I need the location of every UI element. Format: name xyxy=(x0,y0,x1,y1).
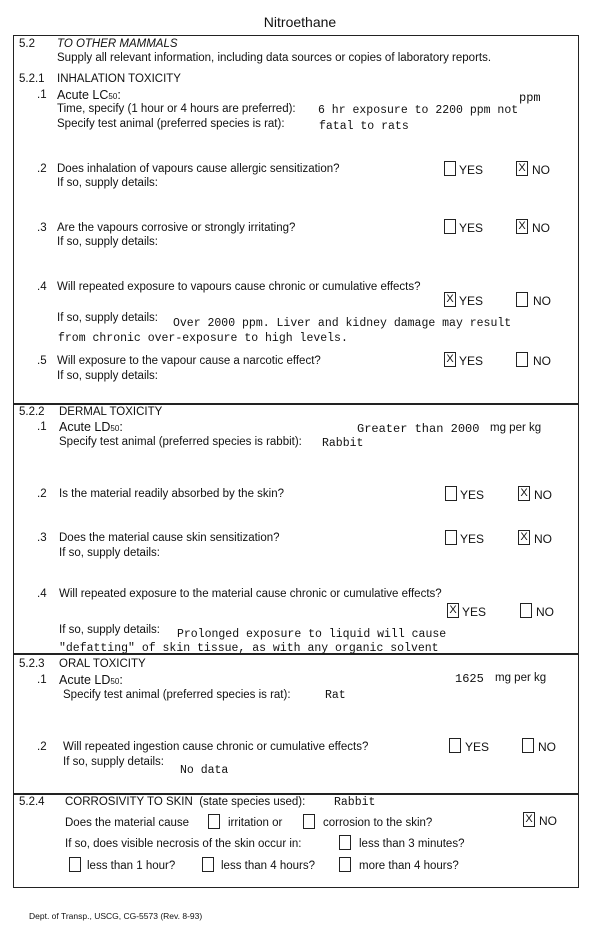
no-checkbox[interactable] xyxy=(516,292,528,307)
question-number: .2 xyxy=(37,163,47,175)
details-answer-line-2: "defatting" of skin tissue, as with any organic solvent xyxy=(59,642,439,655)
yes-label: YES xyxy=(459,221,484,235)
details-answer-line-1: Prolonged exposure to liquid will cause xyxy=(177,628,447,641)
yes-checkbox[interactable]: X xyxy=(447,603,459,618)
form-footer: Dept. of Transp., USCG, CG-5573 (Rev. 8-93) xyxy=(29,911,203,921)
acute-ld-label: Acute LD50: xyxy=(59,420,123,434)
necrosis-question: If so, does visible necrosis of the skin occur in: xyxy=(65,838,302,850)
no-label: NO xyxy=(532,221,550,235)
no-label: NO xyxy=(536,605,554,619)
yes-label: YES xyxy=(460,488,485,502)
lc-unit: ppm xyxy=(519,91,541,105)
no-label: NO xyxy=(534,488,552,502)
no-checkbox[interactable] xyxy=(516,352,528,367)
yes-label: YES xyxy=(459,163,484,177)
no-checkbox[interactable]: X xyxy=(516,219,528,234)
no-checkbox[interactable] xyxy=(520,603,532,618)
section-heading: INHALATION TOXICITY xyxy=(57,73,181,85)
no-label: NO xyxy=(533,294,551,308)
less-than-4-hours-label: less than 4 hours? xyxy=(221,860,315,872)
less-than-1-hour-label: less than 1 hour? xyxy=(87,860,176,872)
time-value: 6 hr exposure to 2200 ppm not xyxy=(318,104,519,117)
acute-ld-label: Acute LD50: xyxy=(59,673,123,687)
section-heading: TO OTHER MAMMALS xyxy=(57,38,178,50)
question-number: .1 xyxy=(37,89,47,101)
question-number: .5 xyxy=(37,355,47,367)
corrosion-label: corrosion to the skin? xyxy=(323,817,433,829)
no-label: NO xyxy=(538,740,556,754)
no-label: NO xyxy=(533,354,551,368)
section-number: 5.2.3 xyxy=(19,658,45,670)
test-animal-label: Specify test animal (preferred species is rat): xyxy=(57,118,285,130)
no-checkbox[interactable]: X xyxy=(516,161,528,176)
more-than-4-hours-label: more than 4 hours? xyxy=(359,860,459,872)
ld-unit: mg per kg xyxy=(490,422,542,434)
yes-label: YES xyxy=(462,605,487,619)
details-answer-line-1: Over 2000 ppm. Liver and kidney damage may result xyxy=(173,317,512,330)
details-answer-line-2: from chronic over-exposure to high levels. xyxy=(58,332,348,345)
no-label: NO xyxy=(539,814,557,828)
details-answer: No data xyxy=(180,764,229,777)
less-than-3-minutes-checkbox[interactable] xyxy=(339,835,351,850)
document-title: Nitroethane xyxy=(263,14,337,30)
test-animal-value: Rat xyxy=(325,689,346,702)
question-text: Will repeated ingestion cause chronic or cumulative effects? xyxy=(63,741,369,753)
details-label: If so, supply details: xyxy=(57,177,158,189)
yes-label: YES xyxy=(459,294,484,308)
acute-lc-label: Acute LC50: xyxy=(57,88,121,102)
less-than-4-hours-checkbox[interactable] xyxy=(202,857,214,872)
ld-value: Greater than 2000 xyxy=(357,422,480,436)
test-animal-label: Specify test animal (preferred species is rabbit): xyxy=(59,436,302,448)
no-checkbox[interactable]: X xyxy=(518,486,530,501)
yes-checkbox[interactable] xyxy=(445,486,457,501)
details-label: If so, supply details: xyxy=(57,236,158,248)
time-label: Time, specify (1 hour or 4 hours are preferred): xyxy=(57,103,296,115)
question-number: .1 xyxy=(37,674,47,686)
irritation-label: irritation or xyxy=(228,817,283,829)
question-text: Does the material cause xyxy=(65,817,190,829)
section-heading: DERMAL TOXICITY xyxy=(59,406,163,418)
species-value: Rabbit xyxy=(334,796,376,809)
yes-label: YES xyxy=(460,532,485,546)
yes-label: YES xyxy=(465,740,490,754)
no-checkbox[interactable] xyxy=(522,738,534,753)
more-than-4-hours-checkbox[interactable] xyxy=(339,857,351,872)
irritation-checkbox[interactable] xyxy=(208,814,220,829)
details-label: If so, supply details: xyxy=(63,756,164,768)
question-number: .3 xyxy=(37,532,47,544)
question-number: .2 xyxy=(37,488,47,500)
less-than-1-hour-checkbox[interactable] xyxy=(69,857,81,872)
question-number: .1 xyxy=(37,421,47,433)
test-animal-value: Rabbit xyxy=(322,437,364,450)
section-number: 5.2.1 xyxy=(19,73,45,85)
question-text: Is the material readily absorbed by the skin? xyxy=(59,488,285,500)
question-text: Will repeated exposure to vapours cause chronic or cumulative effects? xyxy=(57,281,421,293)
question-number: .3 xyxy=(37,222,47,234)
corrosion-checkbox[interactable] xyxy=(303,814,315,829)
section-number: 5.2 xyxy=(19,38,35,50)
yes-checkbox[interactable]: X xyxy=(444,292,456,307)
no-label: NO xyxy=(532,163,550,177)
section-number: 5.2.2 xyxy=(19,406,45,418)
ld-unit: mg per kg xyxy=(495,672,547,684)
no-checkbox[interactable]: X xyxy=(518,530,530,545)
no-label: NO xyxy=(534,532,552,546)
section-number: 5.2.4 xyxy=(19,796,45,808)
question-text: Are the vapours corrosive or strongly irritating? xyxy=(57,222,296,234)
yes-label: YES xyxy=(459,354,484,368)
section-instruction: Supply all relevant information, including data sources or copies of laboratory reports. xyxy=(57,52,492,64)
section-heading: CORROSIVITY TO SKIN (state species used): xyxy=(65,796,306,808)
details-label: If so, supply details: xyxy=(59,547,160,559)
yes-checkbox[interactable] xyxy=(444,161,456,176)
question-text: Will exposure to the vapour cause a narcotic effect? xyxy=(57,355,321,367)
question-text: Does the material cause skin sensitization? xyxy=(59,532,280,544)
no-checkbox[interactable]: X xyxy=(523,812,535,827)
question-text: Will repeated exposure to the material cause chronic or cumulative effects? xyxy=(59,588,442,600)
question-text: Does inhalation of vapours cause allergic sensitization? xyxy=(57,163,340,175)
details-label: If so, supply details: xyxy=(59,624,160,636)
question-number: .4 xyxy=(37,588,47,600)
yes-checkbox[interactable] xyxy=(445,530,457,545)
test-animal-value: fatal to rats xyxy=(319,120,409,133)
test-animal-label: Specify test animal (preferred species is rat): xyxy=(63,689,291,701)
details-label: If so, supply details: xyxy=(57,370,158,382)
question-number: .4 xyxy=(37,281,47,293)
yes-checkbox[interactable] xyxy=(449,738,461,753)
details-label: If so, supply details: xyxy=(57,312,158,324)
yes-checkbox[interactable] xyxy=(444,219,456,234)
section-heading: ORAL TOXICITY xyxy=(59,658,146,670)
question-number: .2 xyxy=(37,741,47,753)
yes-checkbox[interactable]: X xyxy=(444,352,456,367)
ld-value: 1625 xyxy=(455,672,484,686)
less-than-3-minutes-label: less than 3 minutes? xyxy=(359,838,465,850)
